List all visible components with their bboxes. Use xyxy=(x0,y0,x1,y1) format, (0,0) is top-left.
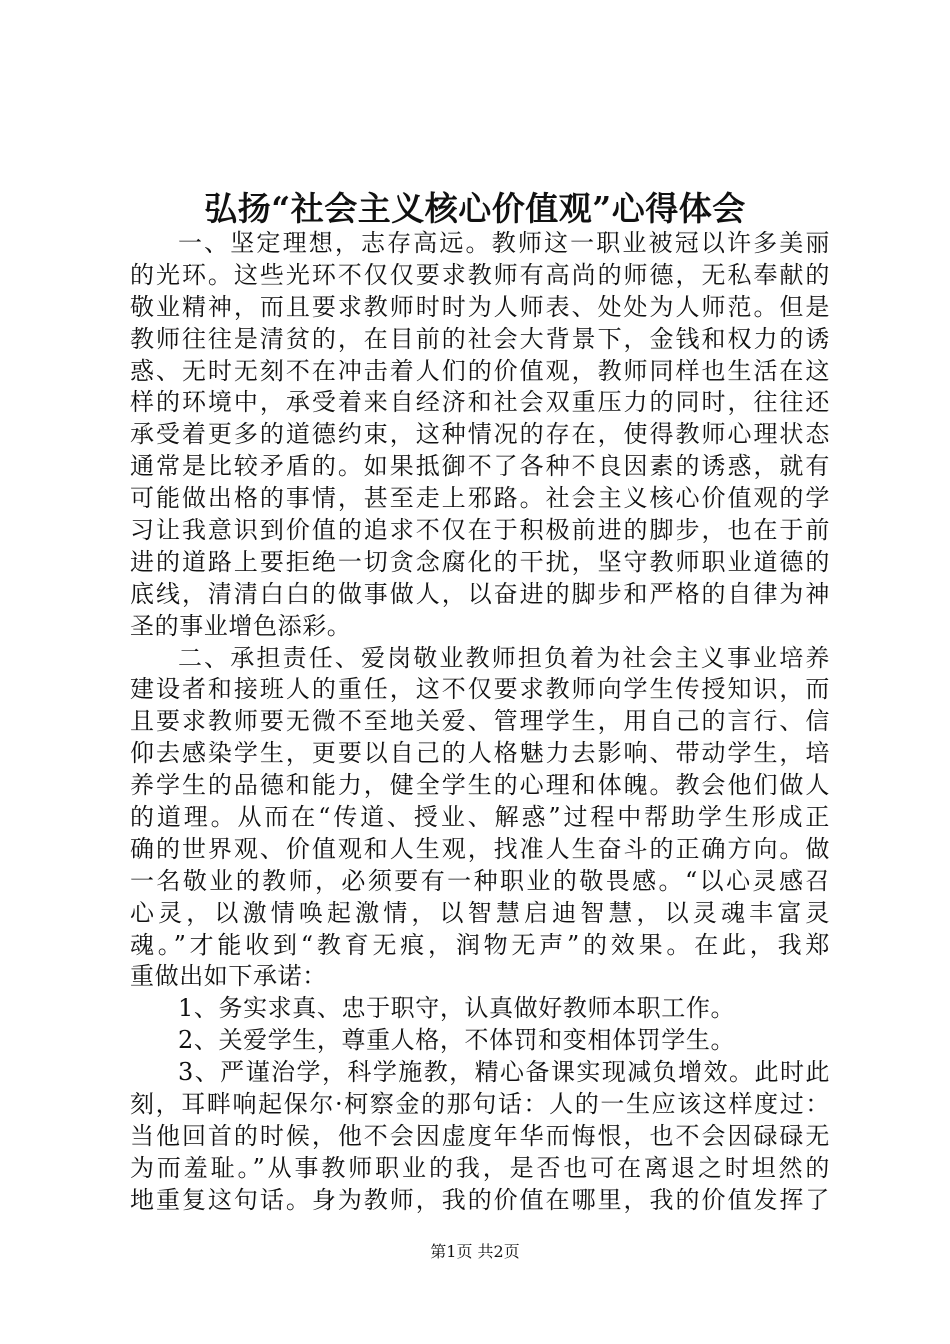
page-number-footer: 第1页 共2页 xyxy=(430,1242,520,1261)
text-line: 习让我意识到价值的追求不仅在于积极前进的脚步，也在于前 xyxy=(130,516,830,545)
text-line: 重做出如下承诺： xyxy=(130,962,327,991)
text-line: 心灵，以激情唤起激情，以智慧启迪智慧，以灵魂丰富灵 xyxy=(130,898,830,927)
text-line: 2、关爱学生，尊重人格，不体罚和变相体罚学生。 xyxy=(178,1026,736,1055)
text-line: 为而羞耻。”从事教师职业的我，是否也可在离退之时坦然的 xyxy=(130,1153,830,1182)
text-line: 确的世界观、价值观和人生观，找准人生奋斗的正确方向。做 xyxy=(130,834,830,863)
text-line: 进的道路上要拒绝一切贪念腐化的干扰，坚守教师职业道德的 xyxy=(130,547,830,576)
text-line: 惑、无时无刻不在冲击着人们的价值观，教师同样也生活在这 xyxy=(130,356,830,385)
text-line: 魂。”才能收到“教育无痕，润物无声”的效果。在此，我郑 xyxy=(130,930,830,959)
text-line: 当他回首的时候，他不会因虚度年华而悔恨，也不会因碌碌无 xyxy=(130,1121,830,1150)
text-line: 一、坚定理想，志存高远。教师这一职业被冠以许多美丽 xyxy=(178,229,830,257)
commitment-item-2 xyxy=(130,1025,830,1057)
text-line: 通常是比较矛盾的。如果抵御不了各种不良因素的诱惑，就有 xyxy=(130,452,830,481)
document-body xyxy=(130,228,830,1217)
document-title: 弘扬“社会主义核心价值观”心得体会 xyxy=(204,189,746,228)
commitment-item-3 xyxy=(130,1057,830,1216)
text-line: 且要求教师要无微不至地关爱、管理学生，用自己的言行、信 xyxy=(130,707,830,736)
text-line: 1、务实求真、忠于职守，认真做好教师本职工作。 xyxy=(178,994,736,1023)
text-line: 的光环。这些光环不仅仅要求教师有高尚的师德，无私奉献的 xyxy=(130,260,830,289)
text-line: 的道理。从而在“传道、授业、解惑”过程中帮助学生形成正 xyxy=(130,803,830,832)
text-line: 刻，耳畔响起保尔·柯察金的那句话：人的一生应该这样度过： xyxy=(130,1090,830,1119)
text-line: 仰去感染学生，更要以自己的人格魅力去影响、带动学生，培 xyxy=(130,739,830,768)
text-line: 底线，清清白白的做事做人，以奋进的脚步和严格的自律为神 xyxy=(130,579,830,608)
paragraph-1 xyxy=(130,228,830,643)
text-line: 养学生的品德和能力，健全学生的心理和体魄。教会他们做人 xyxy=(130,771,830,800)
paragraph-2 xyxy=(130,643,830,994)
text-line: 敬业精神，而且要求教师时时为人师表、处处为人师范。但是 xyxy=(130,292,830,321)
text-line: 承受着更多的道德约束，这种情况的存在，使得教师心理状态 xyxy=(130,420,830,449)
text-line: 二、承担责任、爱岗敬业教师担负着为社会主义事业培养 xyxy=(178,643,830,672)
text-line: 建设者和接班人的重任，这不仅要求教师向学生传授知识，而 xyxy=(130,675,830,704)
text-line: 教师往往是清贫的，在目前的社会大背景下，金钱和权力的诱 xyxy=(130,324,830,353)
text-line: 3、严谨治学，科学施教，精心备课实现减负增效。此时此 xyxy=(178,1058,830,1087)
text-line: 圣的事业增色添彩。 xyxy=(130,611,352,640)
commitment-item-1 xyxy=(130,993,830,1025)
text-line: 可能做出格的事情，甚至走上邪路。社会主义核心价值观的学 xyxy=(130,484,830,513)
text-line: 地重复这句话。身为教师，我的价值在哪里，我的价值发挥了 xyxy=(130,1185,830,1214)
text-line: 一名敬业的教师，必须要有一种职业的敬畏感。“以心灵感召 xyxy=(130,866,830,895)
text-line: 样的环境中，承受着来自经济和社会双重压力的同时，往往还 xyxy=(130,388,830,417)
